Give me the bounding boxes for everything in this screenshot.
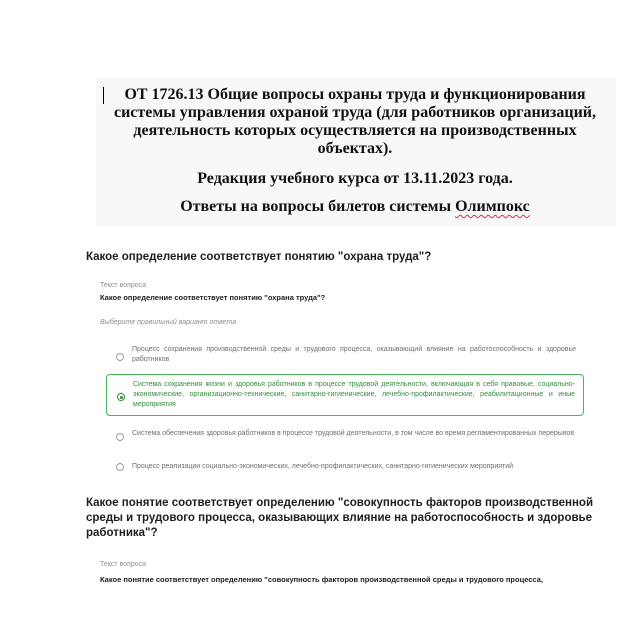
radio-button[interactable] [116, 433, 124, 441]
document-title: ОТ 1726.13 Общие вопросы охраны труда и функционирования системы управления охраной труда (для работников организаций, деятельность которых осуществляется на производственных объектах). [113, 86, 597, 157]
question-1-card [100, 281, 600, 327]
answer-option-3[interactable] [106, 429, 584, 439]
answer-option-2-selected[interactable] [106, 374, 584, 416]
question-2-card [100, 560, 600, 585]
answer-option-1[interactable] [106, 345, 584, 365]
answer-option-4[interactable] [106, 462, 584, 472]
radio-button[interactable] [116, 353, 124, 361]
question-1-heading: Какое определение соответствует понятию "охрана труда"? [86, 251, 432, 263]
system-name: Олимпокс [455, 198, 530, 215]
question-2-heading: Какое понятие соответствует определению "совокупность факторов производственной среды и трудового процесса, оказывающих влияние на работоспособность и здоровье работника"? [86, 497, 594, 539]
course-edition: Редакция учебного курса от 13.11.2023 года. [197, 170, 513, 187]
question-1-text: Какое определение соответствует понятию "охрана труда"? [100, 293, 326, 302]
answer-option-label: Процесс реализации социально-экономических, лечебно-профилактических, санитарно-гигиенических мероприятий [132, 463, 514, 470]
text-cursor [103, 87, 104, 104]
question-1-instruction: Выберите правильный вариант ответа [100, 319, 237, 326]
question-2-label: Текст вопроса [100, 561, 147, 568]
answers-prefix: Ответы на вопросы билетов системы [180, 198, 456, 215]
radio-button-checked[interactable] [117, 393, 125, 401]
answer-option-label: Процесс сохранения производственной среды и трудового процесса, оказывающий влияние на работоспособность и здоровье работников [132, 346, 576, 363]
question-2-text: Какое понятие соответствует определению "совокупность факторов производственной среды и трудового процесса, [100, 575, 543, 584]
answer-option-label: Система сохранения жизни и здоровья работников в процессе трудовой деятельности, включающая в себя правовые, социально-экономические, организационно-технические, санитарно-гигиенические, лечебно-профилактические, реабилитационные и иные мероприятия [133, 381, 575, 408]
radio-button[interactable] [116, 463, 124, 471]
question-1-label: Текст вопроса [100, 282, 147, 289]
answers-caption [98, 198, 612, 216]
answer-option-label: Система обеспечения здоровья работников в процессе трудовой деятельности, в том числе во время регламентированных перерывов [132, 430, 575, 437]
